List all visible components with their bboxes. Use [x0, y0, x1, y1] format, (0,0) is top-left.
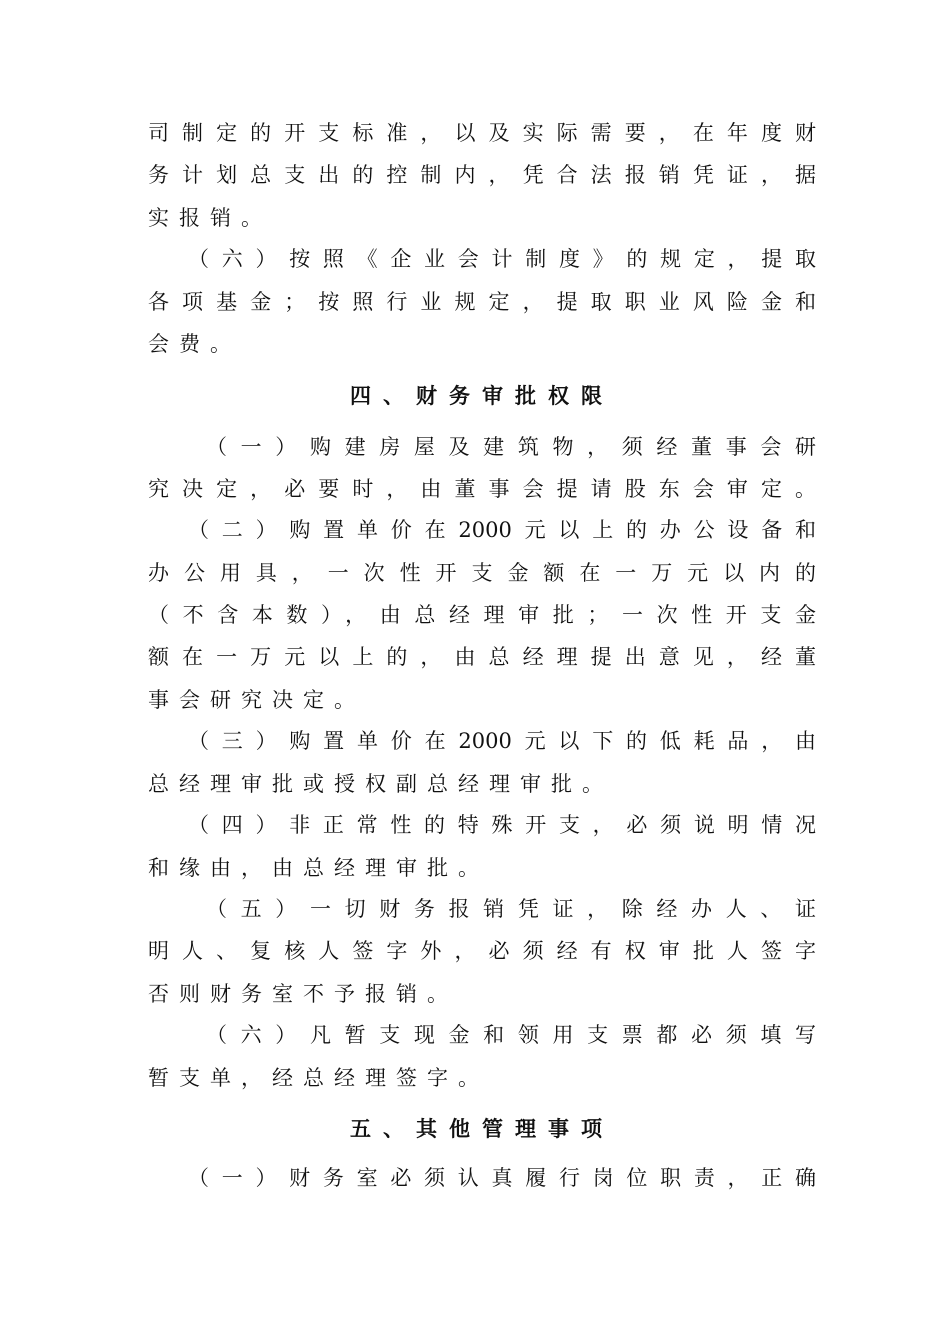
text-line: （不含本数），由总经理审批；一次性开支金 [148, 603, 816, 627]
text-line: （四）非正常性的特殊开支，必须说明情况 [188, 813, 816, 837]
text-line: 总经理审批或授权副总经理审批。 [148, 772, 613, 796]
text-line: 事会研究决定。 [148, 688, 365, 712]
text-line: （五）一切财务报销凭证，除经办人、证 [206, 897, 816, 921]
section-heading: 四、财务审批权限 [350, 383, 614, 408]
text-line: 实报销。 [148, 206, 272, 230]
text-line: 额在一万元以上的，由总经理提出意见，经董 [148, 645, 816, 669]
text-line: 司制定的开支标准，以及实际需要，在年度财 [148, 121, 816, 145]
text-line: （二）购置单价在2000元以上的办公设备和 [188, 518, 816, 542]
text-line: 明人、复核人签字外，必须经有权审批人签字 [148, 939, 816, 963]
text-line: （一）购建房屋及建筑物，须经董事会研 [206, 435, 816, 459]
text-line: （六）按照《企业会计制度》的规定，提取 [188, 247, 816, 271]
text-line: 会费。 [148, 332, 241, 356]
text-line: 否则财务室不予报销。 [148, 982, 458, 1006]
section-heading: 五、其他管理事项 [350, 1116, 614, 1141]
text-line: 办公用具，一次性开支金额在一万元以内的 [148, 561, 816, 585]
text-line: 各项基金；按照行业规定，提取职业风险金和 [148, 290, 816, 314]
text-line: 暂支单，经总经理签字。 [148, 1066, 489, 1090]
text-line: （一）财务室必须认真履行岗位职责，正确 [188, 1166, 816, 1190]
text-line: 和缘由，由总经理审批。 [148, 856, 489, 880]
text-line: 究决定，必要时，由董事会提请股东会审定。 [148, 477, 816, 501]
text-line: （六）凡暂支现金和领用支票都必须填写 [206, 1023, 816, 1047]
text-line: 务计划总支出的控制内，凭合法报销凭证，据 [148, 163, 816, 187]
text-line: （三）购置单价在2000元以下的低耗品，由 [188, 729, 816, 753]
